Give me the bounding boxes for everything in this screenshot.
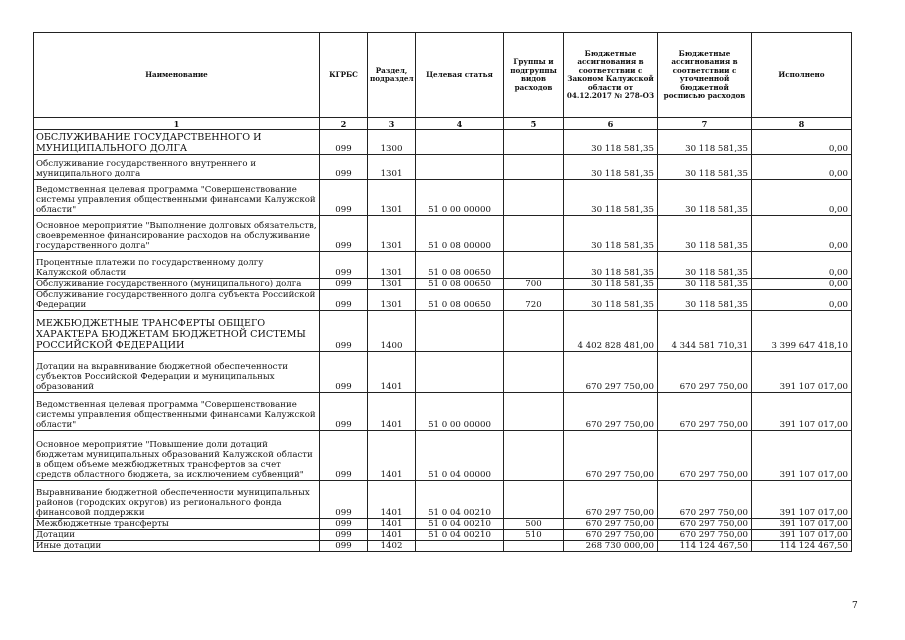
- row-target: 51 0 08 00650: [416, 252, 504, 279]
- row-group: [504, 541, 564, 552]
- row-name: Обслуживание государственного внутреннего и муниципального долга: [34, 155, 320, 180]
- row-name: Основное мероприятие "Выполнение долговых обязательств, своевременное финансирование расходов на обслуживание государственного долга": [34, 216, 320, 252]
- header-refined: Бюджетные ассигнования в соответствии с уточненной бюджетной росписью расходов: [658, 33, 752, 118]
- row-group: [504, 252, 564, 279]
- row-law-amount: 30 118 581,35: [564, 155, 658, 180]
- row-target: 51 0 04 00210: [416, 530, 504, 541]
- row-razdel: 1401: [368, 431, 416, 481]
- row-kgrbs: 099: [320, 290, 368, 311]
- row-law-amount: 670 297 750,00: [564, 530, 658, 541]
- row-refined-amount: 670 297 750,00: [658, 519, 752, 530]
- row-kgrbs: 099: [320, 530, 368, 541]
- row-name: Процентные платежи по государственному долгу Калужской области: [34, 252, 320, 279]
- row-razdel: 1402: [368, 541, 416, 552]
- row-law-amount: 30 118 581,35: [564, 180, 658, 216]
- row-group: [504, 481, 564, 519]
- table-row: [34, 155, 852, 180]
- row-target: [416, 311, 504, 352]
- row-refined-amount: 30 118 581,35: [658, 252, 752, 279]
- row-razdel: 1301: [368, 180, 416, 216]
- table-row: [34, 130, 852, 155]
- row-law-amount: 30 118 581,35: [564, 279, 658, 290]
- row-target: 51 0 00 00000: [416, 393, 504, 431]
- row-law-amount: 30 118 581,35: [564, 216, 658, 252]
- row-done-amount: 391 107 017,00: [752, 530, 852, 541]
- row-refined-amount: 4 344 581 710,31: [658, 311, 752, 352]
- row-razdel: 1301: [368, 290, 416, 311]
- row-group: 500: [504, 519, 564, 530]
- row-kgrbs: 099: [320, 352, 368, 393]
- row-razdel: 1401: [368, 352, 416, 393]
- row-group: [504, 180, 564, 216]
- table-row: [34, 393, 852, 431]
- row-target: [416, 352, 504, 393]
- row-done-amount: 0,00: [752, 252, 852, 279]
- row-done-amount: 114 124 467,50: [752, 541, 852, 552]
- row-name: Обслуживание государственного долга субъекта Российской Федерации: [34, 290, 320, 311]
- table-row: [34, 541, 852, 552]
- row-group: [504, 155, 564, 180]
- col-number: 5: [504, 118, 564, 130]
- row-law-amount: 670 297 750,00: [564, 431, 658, 481]
- row-target: 51 0 08 00000: [416, 216, 504, 252]
- row-name: Обслуживание государственного (муниципального) долга: [34, 279, 320, 290]
- row-name: Дотации на выравнивание бюджетной обеспеченности субъектов Российской Федерации и муниципальных образований: [34, 352, 320, 393]
- row-kgrbs: 099: [320, 252, 368, 279]
- header-law: Бюджетные ассигнования в соответствии с Законом Калужской области от 04.12.2017 № 278-ОЗ: [564, 33, 658, 118]
- row-group: [504, 431, 564, 481]
- row-kgrbs: 099: [320, 393, 368, 431]
- row-done-amount: 391 107 017,00: [752, 481, 852, 519]
- row-name: Иные дотации: [34, 541, 320, 552]
- table-row: [34, 279, 852, 290]
- table-row: [34, 216, 852, 252]
- row-refined-amount: 114 124 467,50: [658, 541, 752, 552]
- col-number: 8: [752, 118, 852, 130]
- row-target: 51 0 04 00210: [416, 519, 504, 530]
- row-refined-amount: 30 118 581,35: [658, 155, 752, 180]
- row-target: [416, 130, 504, 155]
- row-target: [416, 541, 504, 552]
- header-razdel: Раздел, подраздел: [368, 33, 416, 118]
- row-razdel: 1301: [368, 155, 416, 180]
- row-target: 51 0 04 00210: [416, 481, 504, 519]
- row-razdel: 1301: [368, 252, 416, 279]
- row-done-amount: 3 399 647 418,10: [752, 311, 852, 352]
- table-row: [34, 530, 852, 541]
- row-name: Дотации: [34, 530, 320, 541]
- row-law-amount: 670 297 750,00: [564, 393, 658, 431]
- row-law-amount: 670 297 750,00: [564, 481, 658, 519]
- row-group: [504, 352, 564, 393]
- row-refined-amount: 30 118 581,35: [658, 216, 752, 252]
- header-name: Наименование: [34, 33, 320, 118]
- row-name: Основное мероприятие "Повышение доли дотаций бюджетам муниципальных образований Калужской области в общем объеме межбюджетных трансфертов за счет средств областного бюджета, за исключением субвенций": [34, 431, 320, 481]
- row-done-amount: 0,00: [752, 290, 852, 311]
- row-done-amount: 0,00: [752, 155, 852, 180]
- row-done-amount: 0,00: [752, 130, 852, 155]
- row-group: [504, 130, 564, 155]
- col-number: 3: [368, 118, 416, 130]
- table-row: [34, 352, 852, 393]
- row-refined-amount: 30 118 581,35: [658, 290, 752, 311]
- row-razdel: 1301: [368, 279, 416, 290]
- row-name: Межбюджетные трансферты: [34, 519, 320, 530]
- row-name: Ведомственная целевая программа "Совершенствование системы управления общественными финансами Калужской области": [34, 393, 320, 431]
- row-target: 51 0 00 00000: [416, 180, 504, 216]
- row-group: 720: [504, 290, 564, 311]
- row-kgrbs: 099: [320, 311, 368, 352]
- table-row: [34, 180, 852, 216]
- row-kgrbs: 099: [320, 519, 368, 530]
- table-row: [34, 519, 852, 530]
- row-group: [504, 311, 564, 352]
- row-done-amount: 391 107 017,00: [752, 352, 852, 393]
- row-done-amount: 0,00: [752, 180, 852, 216]
- budget-table: [33, 32, 852, 552]
- col-number: 2: [320, 118, 368, 130]
- row-kgrbs: 099: [320, 130, 368, 155]
- row-target: 51 0 04 00000: [416, 431, 504, 481]
- header-row: [34, 33, 852, 118]
- row-razdel: 1301: [368, 216, 416, 252]
- header-target: Целевая статья: [416, 33, 504, 118]
- row-name: МЕЖБЮДЖЕТНЫЕ ТРАНСФЕРТЫ ОБЩЕГО ХАРАКТЕРА БЮДЖЕТАМ БЮДЖЕТНОЙ СИСТЕМЫ РОССИЙСКОЙ ФЕДЕРАЦИИ: [34, 311, 320, 352]
- row-kgrbs: 099: [320, 541, 368, 552]
- row-done-amount: 391 107 017,00: [752, 393, 852, 431]
- row-law-amount: 670 297 750,00: [564, 519, 658, 530]
- row-kgrbs: 099: [320, 180, 368, 216]
- row-refined-amount: 670 297 750,00: [658, 393, 752, 431]
- row-done-amount: 391 107 017,00: [752, 519, 852, 530]
- row-kgrbs: 099: [320, 155, 368, 180]
- row-refined-amount: 670 297 750,00: [658, 530, 752, 541]
- row-kgrbs: 099: [320, 216, 368, 252]
- col-number: 7: [658, 118, 752, 130]
- row-razdel: 1401: [368, 530, 416, 541]
- row-done-amount: 391 107 017,00: [752, 431, 852, 481]
- row-group: 510: [504, 530, 564, 541]
- column-number-row: [34, 118, 852, 130]
- table-row: [34, 311, 852, 352]
- row-refined-amount: 30 118 581,35: [658, 180, 752, 216]
- table-row: [34, 252, 852, 279]
- row-name: Ведомственная целевая программа "Совершенствование системы управления общественными финансами Калужской области": [34, 180, 320, 216]
- row-target: 51 0 08 00650: [416, 290, 504, 311]
- row-razdel: 1401: [368, 519, 416, 530]
- row-group: [504, 216, 564, 252]
- row-law-amount: 30 118 581,35: [564, 252, 658, 279]
- row-law-amount: 4 402 828 481,00: [564, 311, 658, 352]
- row-target: [416, 155, 504, 180]
- row-law-amount: 268 730 000,00: [564, 541, 658, 552]
- row-law-amount: 30 118 581,35: [564, 130, 658, 155]
- row-razdel: 1401: [368, 393, 416, 431]
- row-kgrbs: 099: [320, 279, 368, 290]
- row-done-amount: 0,00: [752, 279, 852, 290]
- row-name: Выравнивание бюджетной обеспеченности муниципальных районов (городских округов) из регионального фонда финансовой поддержки: [34, 481, 320, 519]
- table-row: [34, 481, 852, 519]
- row-kgrbs: 099: [320, 481, 368, 519]
- col-number: 4: [416, 118, 504, 130]
- row-refined-amount: 670 297 750,00: [658, 431, 752, 481]
- row-refined-amount: 30 118 581,35: [658, 279, 752, 290]
- col-number: 1: [34, 118, 320, 130]
- row-group: 700: [504, 279, 564, 290]
- col-number: 6: [564, 118, 658, 130]
- row-razdel: 1300: [368, 130, 416, 155]
- row-law-amount: 670 297 750,00: [564, 352, 658, 393]
- table-row: [34, 290, 852, 311]
- row-name: ОБСЛУЖИВАНИЕ ГОСУДАРСТВЕННОГО И МУНИЦИПАЛЬНОГО ДОЛГА: [34, 130, 320, 155]
- table-row: [34, 431, 852, 481]
- row-group: [504, 393, 564, 431]
- row-target: 51 0 08 00650: [416, 279, 504, 290]
- header-kgrbs: КГРБС: [320, 33, 368, 118]
- row-law-amount: 30 118 581,35: [564, 290, 658, 311]
- page-number: 7: [852, 601, 858, 611]
- row-razdel: 1400: [368, 311, 416, 352]
- row-refined-amount: 670 297 750,00: [658, 481, 752, 519]
- row-done-amount: 0,00: [752, 216, 852, 252]
- header-groups: Группы и подгруппы видов расходов: [504, 33, 564, 118]
- row-refined-amount: 30 118 581,35: [658, 130, 752, 155]
- row-razdel: 1401: [368, 481, 416, 519]
- row-kgrbs: 099: [320, 431, 368, 481]
- row-refined-amount: 670 297 750,00: [658, 352, 752, 393]
- header-done: Исполнено: [752, 33, 852, 118]
